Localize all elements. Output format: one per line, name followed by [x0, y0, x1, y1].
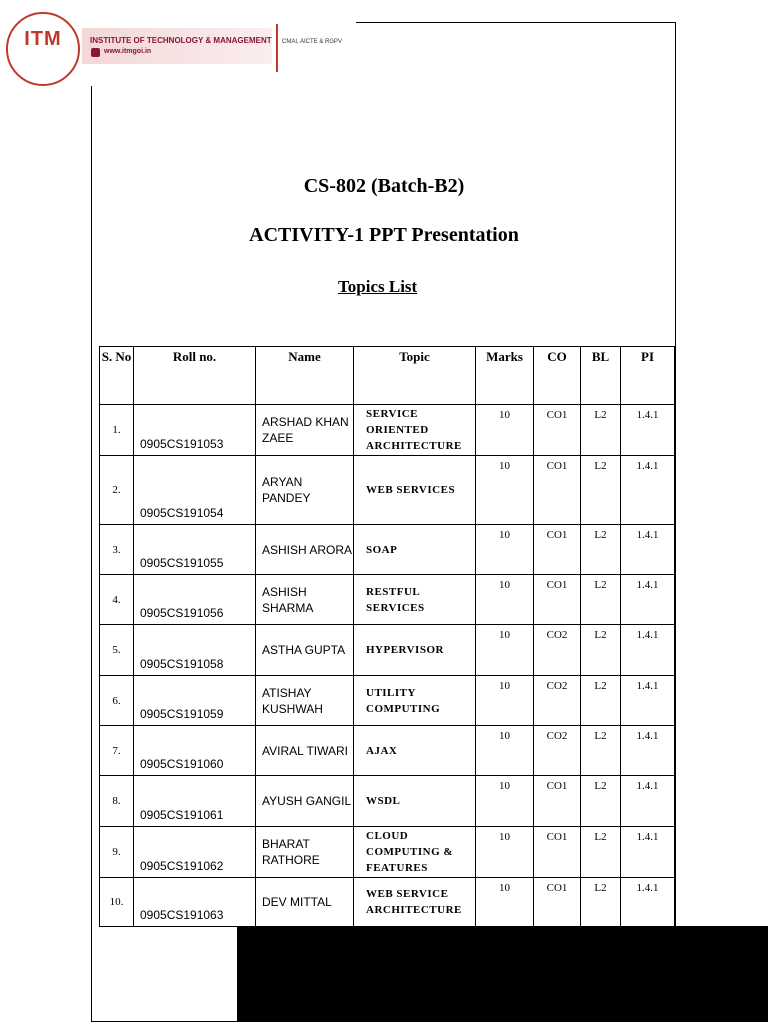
- cell-sno: 8.: [100, 776, 134, 827]
- cell-name: ASHISH SHARMA: [256, 575, 354, 625]
- cell-pi: 1.4.1: [621, 405, 675, 456]
- cell-co: CO1: [534, 575, 581, 625]
- cell-name: DEV MITTAL: [256, 878, 354, 927]
- cell-pi: 1.4.1: [621, 878, 675, 927]
- table-header-row: [100, 347, 675, 405]
- header-tagline: [282, 38, 342, 46]
- cell-topic: CLOUD COMPUTING & FEATURES: [354, 827, 476, 878]
- cell-topic: AJAX: [354, 726, 476, 776]
- globe-icon: [91, 48, 100, 57]
- tagline-line: CMAI, AICTE & RGPV: [282, 39, 343, 45]
- cell-name: BHARAT RATHORE: [256, 827, 354, 878]
- table-row: [100, 625, 675, 676]
- cell-marks: 10: [476, 676, 534, 726]
- institute-banner: [82, 28, 272, 64]
- cell-topic: SOAP: [354, 525, 476, 575]
- cell-roll: 0905CS191062: [134, 827, 256, 878]
- table-row: [100, 676, 675, 726]
- cell-roll: 0905CS191056: [134, 575, 256, 625]
- table-row: [100, 575, 675, 625]
- cell-name: ARYAN PANDEY: [256, 456, 354, 525]
- cell-topic: WEB SERVICE ARCHITECTURE: [354, 878, 476, 927]
- cell-bl: L2: [581, 525, 621, 575]
- cell-bl: L2: [581, 776, 621, 827]
- header-topic: Topic: [354, 347, 476, 405]
- cell-sno: 5.: [100, 625, 134, 676]
- header-divider: [276, 24, 278, 72]
- course-title: CS-802 (Batch-B2): [303, 175, 465, 197]
- cell-sno: 2.: [100, 456, 134, 525]
- cell-co: CO1: [534, 776, 581, 827]
- table-row: [100, 726, 675, 776]
- cell-marks: 10: [476, 726, 534, 776]
- topics-list-heading: Topics List: [338, 277, 418, 296]
- cell-pi: 1.4.1: [621, 776, 675, 827]
- cell-bl: L2: [581, 676, 621, 726]
- table-row: [100, 456, 675, 525]
- header-bl: BL: [581, 347, 621, 405]
- cell-sno: 7.: [100, 726, 134, 776]
- header-pi: PI: [621, 347, 675, 405]
- cell-bl: L2: [581, 575, 621, 625]
- institute-name: INSTITUTE OF TECHNOLOGY & MANAGEMENT: [90, 36, 272, 45]
- cell-name: ARSHAD KHAN ZAEE: [256, 405, 354, 456]
- cell-roll: 0905CS191053: [134, 405, 256, 456]
- cell-roll: 0905CS191063: [134, 878, 256, 927]
- cell-marks: 10: [476, 878, 534, 927]
- table-row: [100, 878, 675, 927]
- cell-roll: 0905CS191055: [134, 525, 256, 575]
- cell-sno: 9.: [100, 827, 134, 878]
- cell-pi: 1.4.1: [621, 676, 675, 726]
- cell-marks: 10: [476, 575, 534, 625]
- cell-roll: 0905CS191060: [134, 726, 256, 776]
- cell-pi: 1.4.1: [621, 456, 675, 525]
- cell-co: CO1: [534, 405, 581, 456]
- cell-pi: 1.4.1: [621, 625, 675, 676]
- cell-topic: WEB SERVICES: [354, 456, 476, 525]
- cell-bl: L2: [581, 878, 621, 927]
- cell-roll: 0905CS191058: [134, 625, 256, 676]
- cell-co: CO1: [534, 827, 581, 878]
- cell-topic: RESTFUL SERVICES: [354, 575, 476, 625]
- header-marks: Marks: [476, 347, 534, 405]
- cell-topic: SERVICE ORIENTED ARCHITECTURE: [354, 405, 476, 456]
- header-roll: Roll no.: [134, 347, 256, 405]
- header-logo-band: [0, 0, 356, 86]
- cell-topic: UTILITY COMPUTING: [354, 676, 476, 726]
- cell-bl: L2: [581, 625, 621, 676]
- cell-name: ASHISH ARORA: [256, 525, 354, 575]
- cell-marks: 10: [476, 827, 534, 878]
- topics-table: [99, 346, 675, 927]
- table-row: [100, 405, 675, 456]
- cell-marks: 10: [476, 776, 534, 827]
- cell-pi: 1.4.1: [621, 575, 675, 625]
- cell-co: CO1: [534, 525, 581, 575]
- cell-name: ATISHAY KUSHWAH: [256, 676, 354, 726]
- cell-marks: 10: [476, 405, 534, 456]
- header-name: Name: [256, 347, 354, 405]
- header-sno: S. No: [100, 347, 134, 405]
- cell-bl: L2: [581, 726, 621, 776]
- cell-pi: 1.4.1: [621, 525, 675, 575]
- logo-text: ITM: [24, 28, 62, 50]
- cell-sno: 6.: [100, 676, 134, 726]
- redaction-block: [237, 926, 768, 1022]
- cell-bl: L2: [581, 405, 621, 456]
- cell-name: AYUSH GANGIL: [256, 776, 354, 827]
- itm-logo: [6, 12, 80, 86]
- cell-roll: 0905CS191054: [134, 456, 256, 525]
- cell-bl: L2: [581, 456, 621, 525]
- cell-pi: 1.4.1: [621, 726, 675, 776]
- cell-name: ASTHA GUPTA: [256, 625, 354, 676]
- table-row: [100, 827, 675, 878]
- cell-marks: 10: [476, 625, 534, 676]
- cell-marks: 10: [476, 525, 534, 575]
- cell-co: CO2: [534, 676, 581, 726]
- cell-name: AVIRAL TIWARI: [256, 726, 354, 776]
- website-link[interactable]: www.itmgoi.in: [104, 48, 152, 55]
- table-row: [100, 525, 675, 575]
- cell-pi: 1.4.1: [621, 827, 675, 878]
- cell-co: CO1: [534, 878, 581, 927]
- cell-roll: 0905CS191061: [134, 776, 256, 827]
- cell-sno: 4.: [100, 575, 134, 625]
- cell-co: CO1: [534, 456, 581, 525]
- cell-co: CO2: [534, 625, 581, 676]
- cell-co: CO2: [534, 726, 581, 776]
- header-co: CO: [534, 347, 581, 405]
- table-row: [100, 776, 675, 827]
- cell-sno: 1.: [100, 405, 134, 456]
- cell-sno: 10.: [100, 878, 134, 927]
- cell-topic: WSDL: [354, 776, 476, 827]
- cell-bl: L2: [581, 827, 621, 878]
- cell-sno: 3.: [100, 525, 134, 575]
- cell-topic: HYPERVISOR: [354, 625, 476, 676]
- cell-marks: 10: [476, 456, 534, 525]
- cell-roll: 0905CS191059: [134, 676, 256, 726]
- activity-title: ACTIVITY-1 PPT Presentation: [249, 224, 519, 246]
